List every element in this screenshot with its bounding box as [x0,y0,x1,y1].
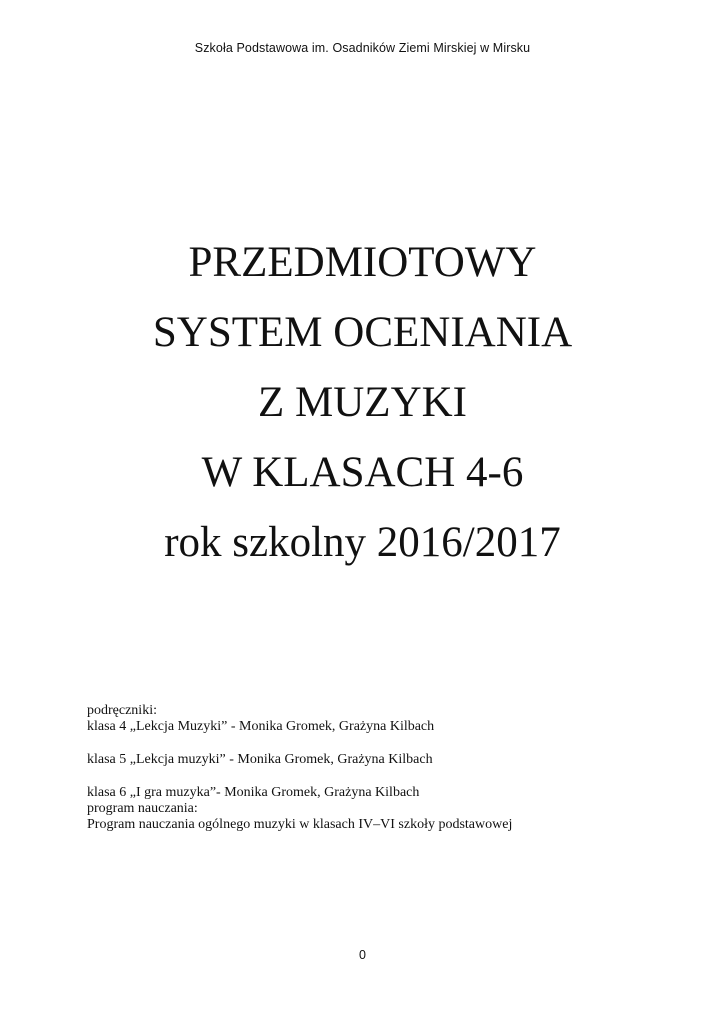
title-line-1: PRZEDMIOTOWY [188,239,537,286]
title-line-3: Z MUZYKI [258,379,467,426]
textbook-class-6: klasa 6 „I gra muzyka”- Monika Gromek, Grażyna Kilbach [87,785,420,800]
textbook-info [87,703,707,833]
textbooks-label: podręczniki: [87,703,157,718]
page-header: Szkoła Podstawowa im. Osadników Ziemi Mirskiej w Mirsku [194,41,531,55]
title-line-5: rok szkolny 2016/2017 [164,519,561,566]
spacer [87,768,707,785]
textbook-class-5: klasa 5 „Lekcja muzyki” - Monika Gromek, Grażyna Kilbach [87,752,433,767]
title-line-2: SYSTEM OCENIANIA [152,309,573,356]
textbook-class-4: klasa 4 „Lekcja Muzyki” - Monika Gromek, Grażyna Kilbach [87,719,435,734]
program-name: Program nauczania ogólnego muzyki w klasach IV–VI szkoły podstawowej [87,817,513,832]
title-line-4: W KLASACH 4-6 [201,449,524,496]
program-label: program nauczania: [87,801,198,816]
document-title [0,228,725,578]
page-number: 0 [359,948,366,962]
spacer [87,735,707,752]
